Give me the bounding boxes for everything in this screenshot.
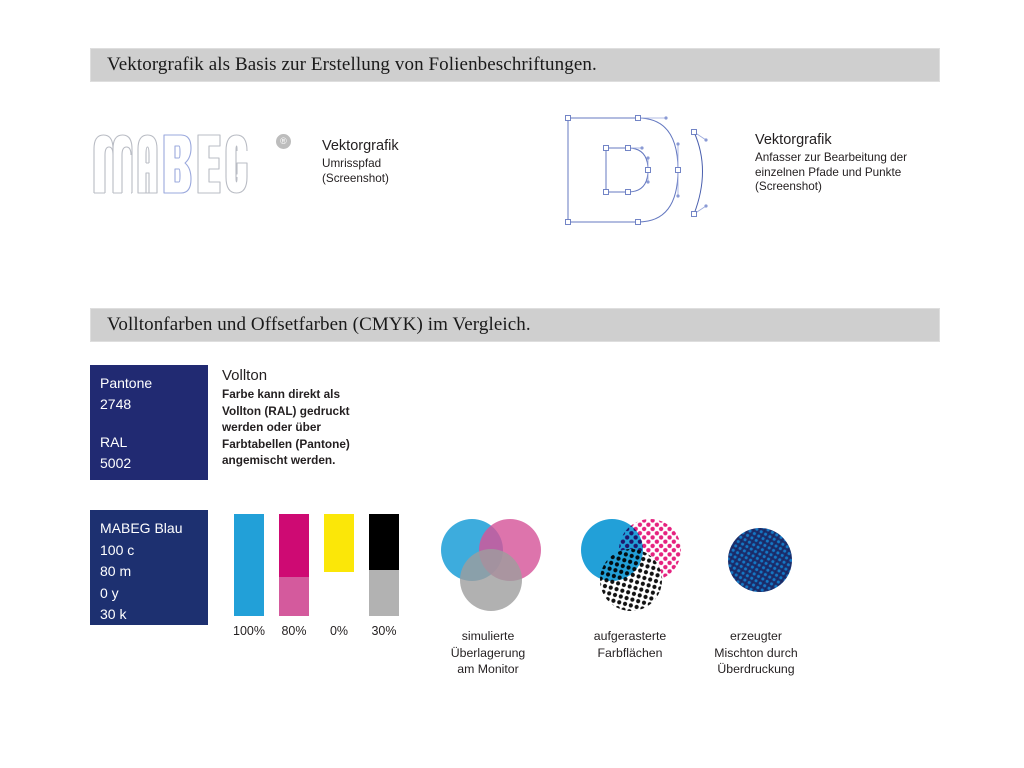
caption-line: Mischton durch (714, 645, 798, 660)
swatch-line: 5002 (100, 455, 132, 471)
circle-group-monitor-simulation (432, 512, 552, 617)
ink-percentage-bar-chart (234, 514, 409, 646)
ink-bar-yellow (324, 514, 354, 638)
bar-body (369, 514, 399, 616)
caption-line: (Screenshot) (755, 180, 822, 194)
vector-path-d-with-anchors (548, 110, 738, 230)
caption-vollton (222, 366, 350, 469)
swatch-name: MABEG Blau (100, 520, 183, 536)
bar-solid-segment (324, 514, 354, 572)
ink-bar-black (369, 514, 399, 638)
caption-umrisspfad (322, 137, 399, 186)
bar-solid-segment (369, 514, 399, 570)
caption-heading: Vektorgrafik (755, 132, 832, 148)
bar-body (279, 514, 309, 616)
ink-bar-magenta (279, 514, 309, 638)
caption-line: Überlagerung (450, 645, 526, 660)
swatch-line: RAL (100, 434, 128, 450)
bar-solid-segment (279, 514, 309, 577)
registered-trademark-icon: ® (276, 134, 291, 149)
caption-heading: Vollton (222, 367, 268, 384)
caption-heading: Vektorgrafik (322, 138, 399, 154)
bar-label: 30% (371, 624, 397, 638)
caption-line: Vollton (RAL) gedruckt (222, 403, 350, 418)
caption-line: (Screenshot) (322, 171, 389, 185)
mabeg-logo-outline (92, 133, 292, 195)
caption-line: einzelnen Pfade und Punkte (755, 165, 902, 179)
mabeg-blau-cmyk-swatch (90, 510, 208, 625)
circle-group-halftone-screens (572, 512, 692, 617)
bar-solid-segment (234, 514, 264, 616)
caption-line: Farbtabellen (Pantone) (222, 436, 350, 451)
caption-line: angemischt werden. (222, 453, 336, 467)
bar-label: 80% (281, 624, 307, 638)
caption-anfasser (755, 131, 907, 195)
ink-bar-cyan (233, 514, 265, 638)
circle-overprint-mix (712, 512, 832, 617)
bar-tint-segment (369, 570, 399, 616)
bar-body (234, 514, 264, 616)
circle-group-overprint-rosette (712, 512, 832, 617)
caption-line: Überdruckung (717, 662, 795, 676)
caption-overprint (656, 628, 856, 678)
caption-line: Farbe kann direkt als (222, 387, 341, 401)
caption-line: Farbflächen (597, 645, 663, 660)
swatch-value: 100 c (100, 541, 135, 558)
section-header-farben (90, 308, 940, 342)
swatch-value: 30 k (100, 606, 127, 622)
section-title: Vektorgrafik als Basis zur Erstellung von Folienbeschriftungen. (107, 54, 597, 75)
caption-line: werden oder über (222, 420, 321, 434)
bar-tint-segment (279, 577, 309, 616)
caption-line: simulierte (461, 629, 515, 643)
caption-line: Umrisspfad (322, 157, 382, 170)
swatch-line: 2748 (100, 396, 132, 412)
section-header-vektorgrafik (90, 48, 940, 82)
caption-line: am Monitor (457, 662, 519, 676)
swatch-value: 80 m (100, 563, 132, 579)
circle-black (460, 549, 522, 611)
bar-body (324, 514, 354, 572)
caption-line: Anfasser zur Bearbeitung der (755, 151, 908, 164)
pantone-ral-swatch (90, 365, 208, 480)
bar-label: 100% (233, 624, 265, 638)
caption-line: erzeugter (730, 629, 782, 643)
swatch-value: 0 y (100, 584, 119, 601)
caption-line: aufgerasterte (593, 629, 667, 643)
section-title: Volltonfarben und Offsetfarben (CMYK) im Vergleich. (107, 314, 531, 335)
swatch-line: Pantone (100, 375, 153, 391)
bar-label: 0% (329, 624, 349, 638)
